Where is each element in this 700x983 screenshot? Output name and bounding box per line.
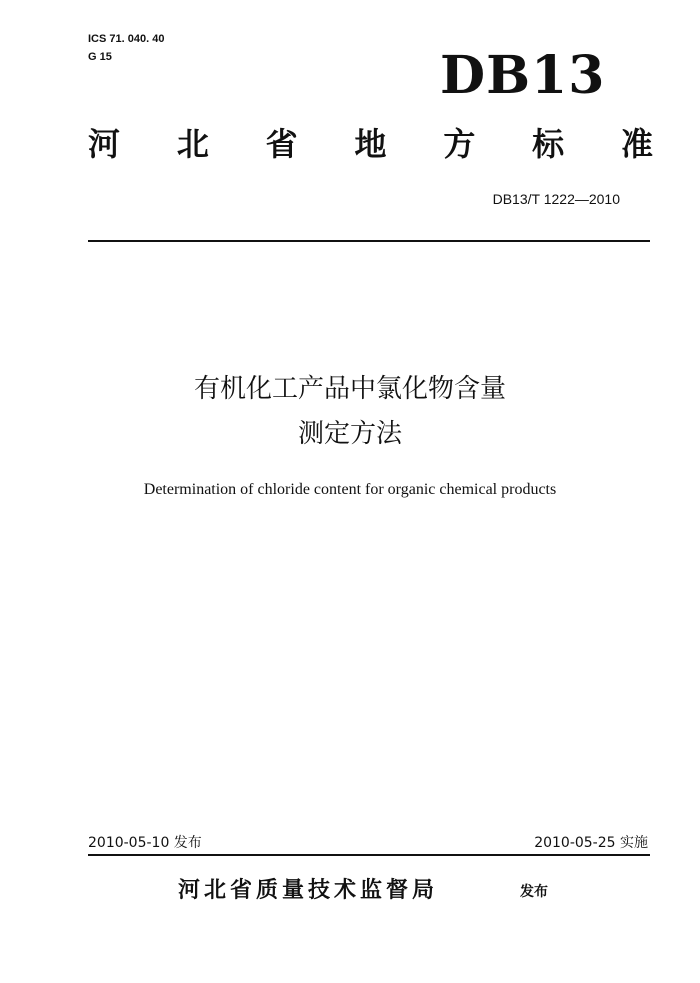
- issue-date: 2010-05-10 发布: [88, 835, 202, 851]
- publisher-suffix: 发布: [520, 884, 548, 900]
- publisher-name: 河北省质量技术监督局: [178, 878, 439, 903]
- standard-type-heading: [88, 124, 653, 164]
- standard-type-char: 北: [176, 125, 209, 163]
- bottom-divider: [88, 854, 650, 856]
- standard-type-char: 准: [620, 125, 653, 163]
- ics-code: ICS 71. 040. 40: [88, 33, 165, 45]
- english-title: Determination of chloride content for organic chemical products: [143, 481, 557, 498]
- standard-type-char: 标: [532, 125, 565, 163]
- title-line-1: 有机化工产品中氯化物含量: [193, 374, 506, 404]
- standard-type-char: 方: [443, 125, 476, 163]
- classification-code: G 15: [88, 51, 112, 63]
- standard-number: DB13/T 1222—2010: [492, 191, 620, 207]
- standard-type-char: 省: [265, 125, 298, 163]
- title-line-2: 测定方法: [297, 419, 402, 449]
- standard-mark: DB13: [440, 45, 606, 106]
- top-divider: [88, 240, 650, 242]
- implementation-date: 2010-05-25 实施: [534, 835, 648, 851]
- standard-type-char: 地: [354, 125, 387, 163]
- standard-type-char: 河: [88, 125, 121, 163]
